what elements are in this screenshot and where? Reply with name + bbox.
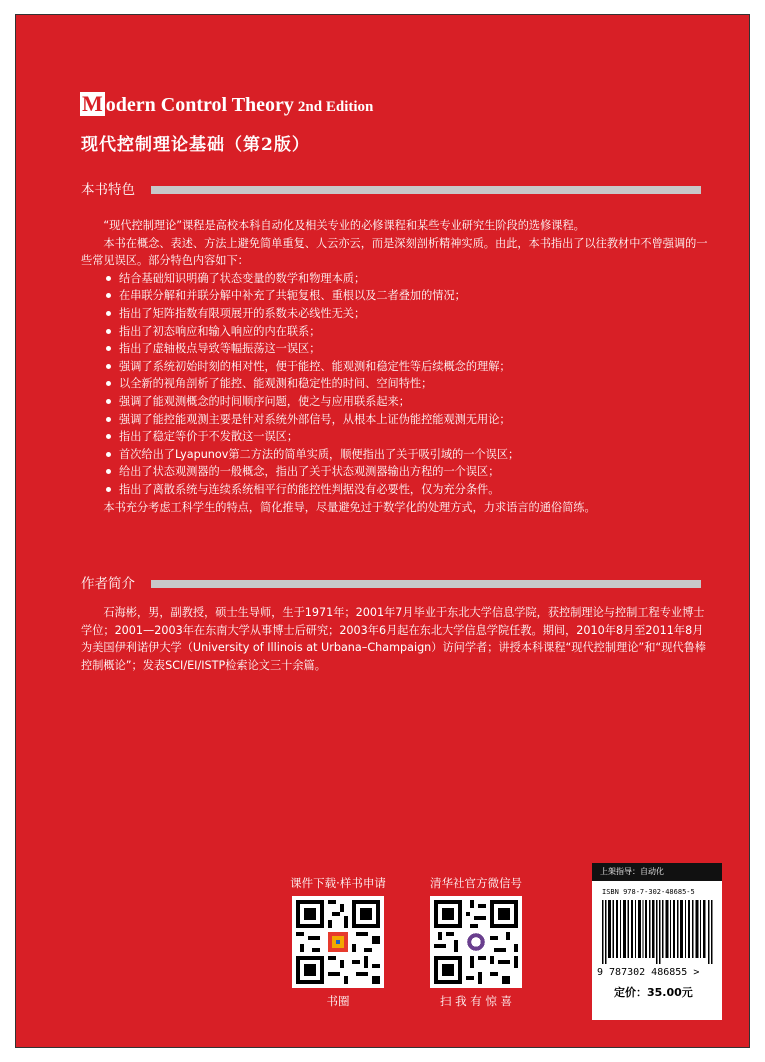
qr-pattern-icon <box>296 900 380 984</box>
qr-block-wechat <box>428 876 524 1008</box>
bullet-icon <box>106 311 111 316</box>
feature-item: 强调了系统初始时刻的相对性，便于能控、能观测和稳定性等后续概念的理解； <box>81 358 709 376</box>
bullet-icon <box>106 293 111 298</box>
shelving-category: 上架指导：自动化 <box>592 863 722 881</box>
qr-code-courseware[interactable] <box>292 896 384 988</box>
chinese-title: 现代控制理论基础（第2版） <box>81 135 310 155</box>
features-list <box>81 270 709 499</box>
feature-item: 指出了矩阵指数有限项展开的系数未必线性无关； <box>81 305 709 323</box>
feature-item: 在串联分解和并联分解中补充了共轭复根、重根以及二者叠加的情况； <box>81 287 709 305</box>
bullet-icon <box>106 417 111 422</box>
features-section-header <box>81 182 701 198</box>
features-intro-2: 本书在概念、表述、方法上避免简单重复、人云亦云，而是深刻剖析精神实质。由此，本书指出了以往教材中不曾强调的一些常见误区。部分特色内容如下： <box>81 236 708 268</box>
bullet-icon <box>106 329 111 334</box>
features-heading: 本书特色 <box>81 182 135 198</box>
feature-item: 指出了稳定等价于不发散这一误区； <box>81 428 709 446</box>
features-closing: 本书充分考虑工科学生的特点，简化推导，尽量避免过于数学化的处理方式，力求语言的通俗简练。 <box>103 500 596 514</box>
qr-title-wechat: 清华社官方微信号 <box>430 876 522 890</box>
bullet-icon <box>106 399 111 404</box>
qr-pattern-icon <box>434 900 518 984</box>
features-heading-bar <box>151 186 701 194</box>
qr-caption-courseware: 书圈 <box>326 994 350 1008</box>
author-heading-bar <box>151 580 701 588</box>
ean-digits: 9 787302 486855 > <box>597 967 700 978</box>
feature-item: 首次给出了Lyapunov第二方法的简单实质，顺便指出了关于吸引域的一个误区； <box>81 446 709 464</box>
qr-block-courseware <box>290 876 386 1008</box>
author-section-header <box>81 576 701 592</box>
bullet-icon <box>106 346 111 351</box>
feature-item: 指出了虚轴极点导致等幅振荡这一误区； <box>81 340 709 358</box>
edition-label: 2nd Edition <box>297 99 374 115</box>
barcode-icon <box>602 900 714 964</box>
feature-item: 结合基础知识明确了状态变量的数学和物理本质； <box>81 270 709 288</box>
feature-item: 强调了能观测概念的时间顺序问题，使之与应用联系起来； <box>81 393 709 411</box>
feature-item: 强调了能控能观测主要是针对系统外部信号，从根本上证伪能控能观测无用论； <box>81 411 709 429</box>
isbn-barcode-panel <box>592 863 722 1020</box>
features-intro-1: “现代控制理论”课程是高校本科自动化及相关专业的必修课程和某些专业研究生阶段的选修课程。 <box>103 219 585 232</box>
feature-item: 指出了初态响应和输入响应的内在联系； <box>81 323 709 341</box>
author-bio: 石海彬，男，副教授，硕士生导师，生于1971年；2001年7月毕业于东北大学信息学院，获控制理论与控制工程专业博士学位；2001—2003年在东南大学从事博士后研究；2003年6月起在东北大学信息学院任教。期间，2010年8月至2011年8月为美国伊利诺伊大学（University of Illinois at Urbana–Champaign）访问学者；讲授本科课程“现代控制理论”和“现代鲁棒控制概论”；发表SCI/EI/ISTP检索论文三十余篇。 <box>81 606 706 672</box>
author-body <box>81 604 709 674</box>
feature-item: 给出了状态观测器的一般概念，指出了关于状态观测器输出方程的一个误区； <box>81 463 709 481</box>
english-title <box>80 92 373 119</box>
bullet-icon <box>106 381 111 386</box>
features-body <box>81 217 709 516</box>
qr-code-wechat[interactable] <box>430 896 522 988</box>
bullet-icon <box>106 434 111 439</box>
qr-title-courseware: 课件下载·样书申请 <box>290 876 386 890</box>
bullet-icon <box>106 469 111 474</box>
english-title-text: odern Control Theory <box>105 94 294 116</box>
isbn-number: ISBN 978-7-302-48685-5 <box>602 888 695 896</box>
bullet-icon <box>106 487 111 492</box>
book-back-cover <box>15 14 750 1048</box>
feature-item: 指出了离散系统与连续系统相平行的能控性判据没有必要性，仅为充分条件。 <box>81 481 709 499</box>
book-price: 定价：35.00元 <box>614 986 693 999</box>
feature-item: 以全新的视角剖析了能控、能观测和稳定性的时间、空间特性； <box>81 375 709 393</box>
bullet-icon <box>106 364 111 369</box>
title-initial-box: M <box>82 91 103 116</box>
bullet-icon <box>106 276 111 281</box>
author-heading: 作者简介 <box>81 576 135 592</box>
bullet-icon <box>106 452 111 457</box>
qr-caption-wechat: 扫 我 有 惊 喜 <box>439 994 513 1008</box>
